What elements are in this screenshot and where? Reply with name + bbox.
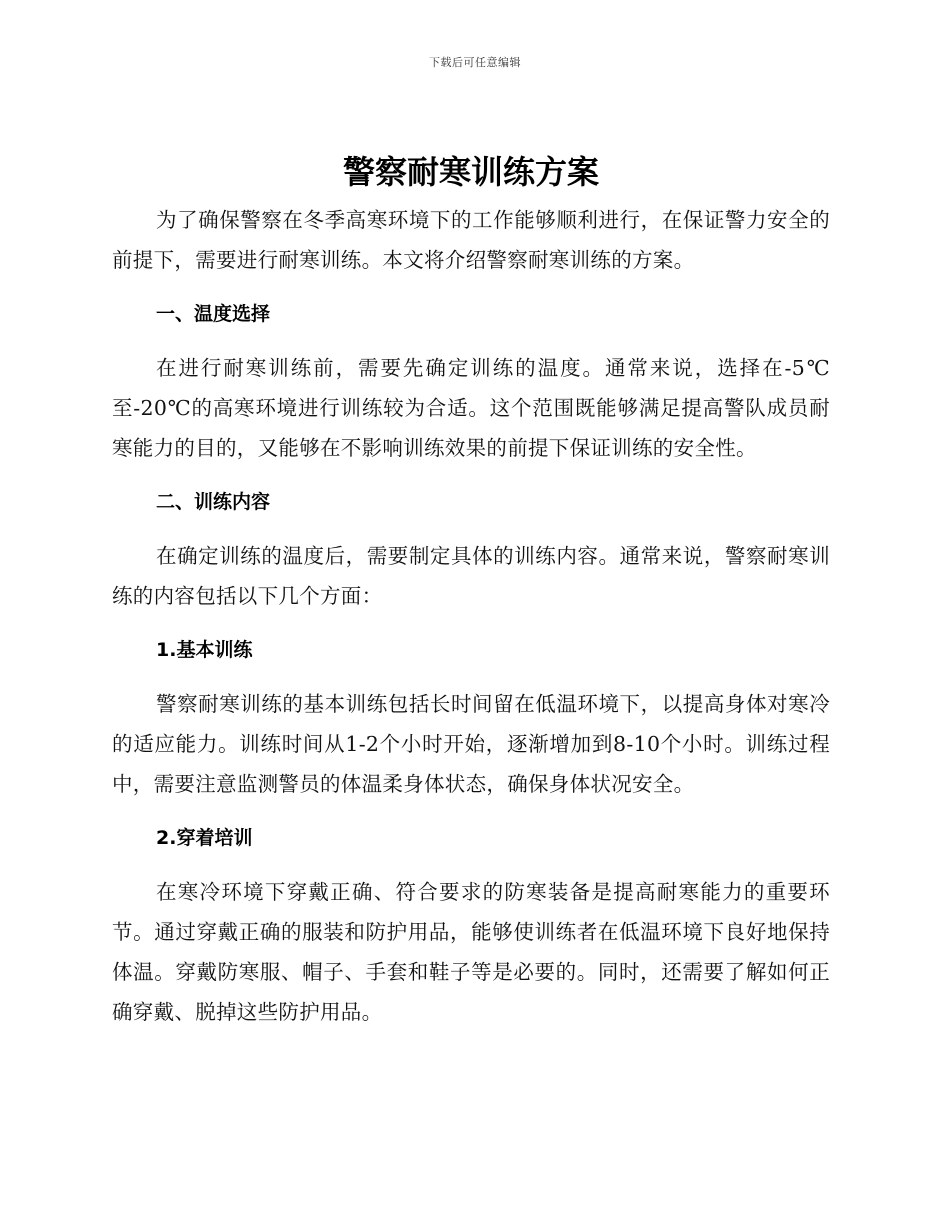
section-body-temperature: 在进行耐寒训练前，需要先确定训练的温度。通常来说，选择在-5℃至-20℃的高寒环境进行训练较为合适。这个范围既能够满足提高警队成员耐寒能力的目的，又能够在不影响训练效果的前提下保证训练的安全性。 [112,356,830,460]
section-body-content: 在确定训练的温度后，需要制定具体的训练内容。通常来说，警察耐寒训练的内容包括以下几个方面： [112,544,830,608]
section-heading-basic-training: 1.基本训练 [156,639,253,661]
document-title: 警察耐寒训练方案 [342,153,599,191]
section-body-clothing-training: 在寒冷环境下穿戴正确、符合要求的防寒装备是提高耐寒能力的重要环节。通过穿戴正确的服装和防护用品，能够使训练者在低温环境下良好地保持体温。穿戴防寒服、帽子、手套和鞋子等是必要的。同时，还需要了解如何正确穿戴、脱掉这些防护用品。 [112,880,830,1024]
section-heading-clothing-training: 2.穿着培训 [156,827,253,849]
section-heading-content: 二、训练内容 [156,491,271,513]
header-note: 下载后可任意编辑 [429,56,521,69]
intro-paragraph: 为了确保警察在冬季高寒环境下的工作能够顺利进行，在保证警力安全的前提下，需要进行耐寒训练。本文将介绍警察耐寒训练的方案。 [112,208,830,272]
section-body-basic-training: 警察耐寒训练的基本训练包括长时间留在低温环境下，以提高身体对寒冷的适应能力。训练时间从1-2个小时开始，逐渐增加到8-10个小时。训练过程中，需要注意监测警员的体温柔身体状态，确保身体状况安全。 [112,692,830,796]
document-body [112,150,830,1032]
section-heading-temperature: 一、温度选择 [156,303,271,325]
